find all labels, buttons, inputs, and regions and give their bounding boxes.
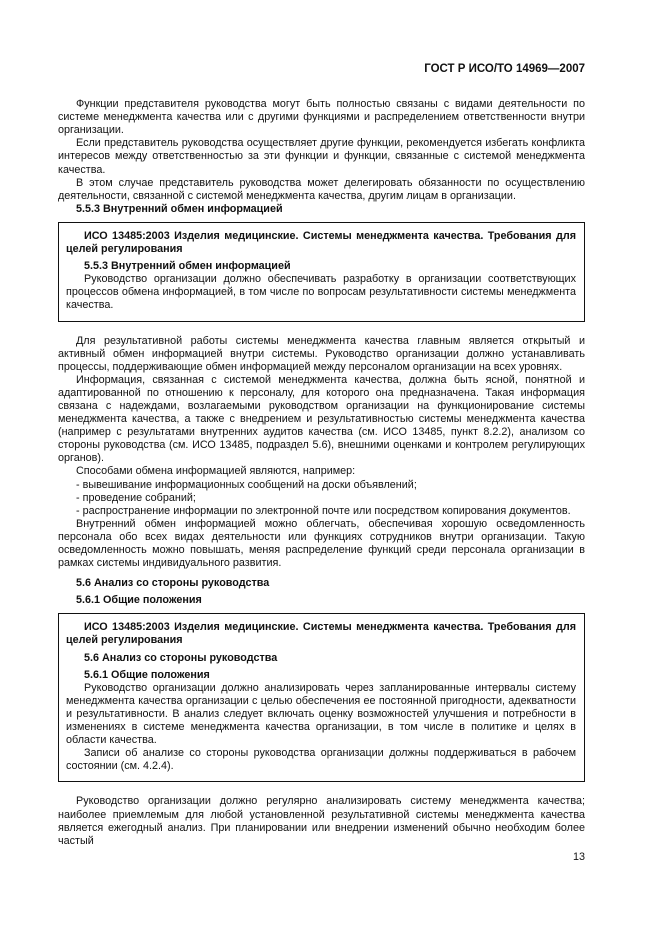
paragraph: В этом случае представитель руководства может делегировать обязанности по осуществлению деятельности, связанной с системой менеджмента качества, другим лицам в организации.	[58, 176, 585, 202]
page-number: 13	[572, 851, 585, 863]
paragraph: Информация, связанная с системой менеджмента качества, должна быть ясной, понятной и адаптированной по отношению к персоналу, для которого она предназначена. Такая информация связана с надеждами, возлагаемыми руководством организации на функционирование системы менеджмента качества, а также с внедрением и результативностью системы менеджмента качества (например с результатами внутренних аудитов качества (см. ИСО 13485, пункт 8.2.2), анализом со стороны руководства (см. ИСО 13485, подраздел 5.6), внешними оценками и контролем регулирующих органов).	[58, 373, 585, 465]
paragraph: Руководство организации должно регулярно анализировать систему менеджмента качества; наиболее приемлемым для любой установленной результативной системы менеджмента качества является ежегодный анализ. При планировании или внедрении изменений обычно необходим более частый	[58, 795, 585, 847]
paragraph: Если представитель руководства осуществляет другие функции, рекомендуется избегать конфликта интересов между ответственностью за эти функции и функции, связанные с системой менеджмента качества.	[58, 137, 585, 176]
quote-box-iso-13485-553	[58, 222, 585, 322]
section-heading-5-6-1: 5.6.1 Общие положения	[76, 594, 202, 607]
paragraph: Внутренний обмен информацией можно облегчать, обеспечивая хорошую осведомленность персонала обо всех видах деятельности или функциях сотрудников внутри организации. Такую осведомленность можно повышать, меняя распределение функций среди персонала организации в рамках системы индивидуального развития.	[58, 517, 585, 570]
section-heading-5-6: 5.6 Анализ со стороны руководства	[76, 577, 270, 590]
list-item: - проведение собраний;	[58, 492, 585, 505]
quote-box-title: ИСО 13485:2003 Изделия медицинские. Системы менеджмента качества. Требования для целей регулирования	[66, 229, 576, 256]
document-code: ГОСТ Р ИСО/ТО 14969—2007	[424, 63, 585, 75]
quote-box-text: Записи об анализе со стороны руководства организации должны поддерживаться в рабочем состоянии (см. 4.2.4).	[66, 747, 576, 773]
paragraph: Функции представителя руководства могут быть полностью связаны с видами деятельности по системе менеджмента качества или с другими функциями и распределением ответственности внутри организации.	[58, 98, 585, 137]
section-heading-5-5-3: 5.5.3 Внутренний обмен информацией	[76, 202, 283, 215]
list-item: - вывешивание информационных сообщений на доски объявлений;	[58, 479, 585, 492]
list-item: - распространение информации по электронной почте или посредством копирования документов.	[58, 505, 585, 518]
quote-box-heading: 5.6 Анализ со стороны руководства	[84, 651, 278, 664]
quote-box-text: Руководство организации должно обеспечивать разработку в организации соответствующих процессов обмена информацией, в том числе по вопросам результативности системы менеджмента качества.	[66, 273, 576, 312]
methods-list	[58, 479, 585, 518]
quote-box-heading: 5.5.3 Внутренний обмен информацией	[84, 260, 291, 273]
paragraph: Для результативной работы системы менеджмента качества главным является открытый и активный обмен информацией внутри системы. Руководство организации должно устанавливать процессы, поддерживающие обмен информацией между персоналом организации на всех уровнях.	[58, 334, 585, 373]
quote-box-iso-13485-56	[58, 613, 585, 782]
quote-box-subheading: 5.6.1 Общие положения	[84, 668, 210, 681]
quote-box-text: Руководство организации должно анализировать через запланированные интервалы систему менеджмента качества организации с целью обеспечения ее постоянной пригодности, адекватности и результативности. В анализ следует включать оценку возможностей улучшения и потребности в изменениях в системе менеджмента качества организации, в том числе в политике и целях в области качества.	[66, 681, 576, 747]
paragraph: Способами обмена информацией являются, например:	[76, 465, 356, 478]
quote-box-title: ИСО 13485:2003 Изделия медицинские. Системы менеджмента качества. Требования для целей регулирования	[66, 621, 576, 647]
